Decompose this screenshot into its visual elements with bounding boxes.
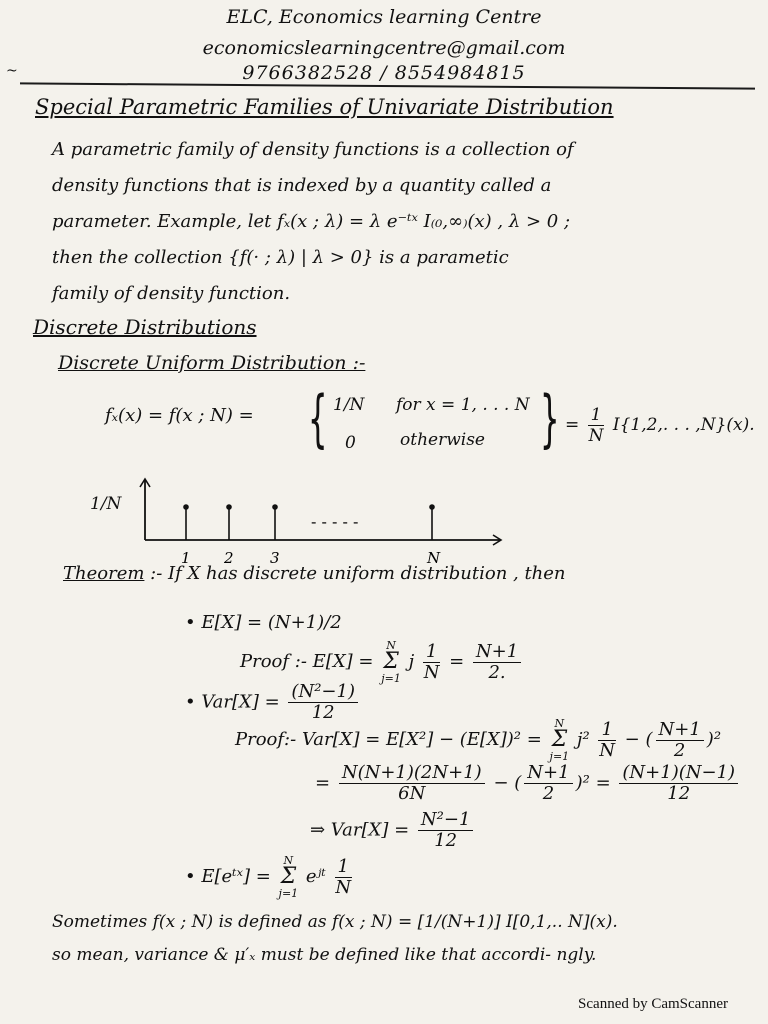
- equals: =: [315, 772, 331, 794]
- var-stmt-fraction: [288, 682, 358, 723]
- var-conclusion-lhs: ⇒ Var[X] =: [310, 819, 410, 841]
- pmf-lhs: fₓ(x) = f(x ; N) =: [105, 405, 254, 426]
- pmf-case2-condition: otherwise: [400, 430, 485, 450]
- note-line-2: so mean, variance & μ′ₓ must be defined like that accordi- ngly.: [52, 945, 597, 965]
- header-phone: 9766382528 / 8554984815: [242, 62, 526, 84]
- frac-den: 6N: [398, 783, 426, 804]
- frac-den: 12: [311, 702, 335, 723]
- subsection-heading: Discrete Uniform Distribution :-: [58, 352, 366, 374]
- var-proof-line1: Var[X] = E[X²] − (E[X])² =: [301, 729, 542, 750]
- mean-proof: [240, 640, 524, 684]
- frac-num: (N+1)(N−1): [619, 763, 738, 784]
- equals: =: [449, 651, 465, 672]
- sum-top: N: [386, 639, 396, 652]
- frac-den: N: [588, 426, 604, 446]
- frac-num: N²−1: [418, 810, 474, 831]
- sum-top: N: [554, 717, 565, 730]
- right-brace: }: [539, 382, 560, 455]
- mean-term: j: [408, 651, 415, 672]
- variance-line2: [315, 763, 741, 804]
- left-brace: {: [307, 382, 328, 455]
- frac-num: N+1: [656, 720, 704, 741]
- frac-den: 12: [667, 783, 691, 804]
- proof-label: Proof:-: [235, 729, 297, 750]
- mgf-term: eʲᵗ: [305, 866, 326, 887]
- mean-proof-lhs: E[X] =: [312, 651, 374, 672]
- minus: −: [624, 729, 640, 750]
- note-line-1: Sometimes f(x ; N) is defined as f(x ; N) = [1/(N+1)] I[0,1,.. N](x).: [52, 912, 618, 932]
- frac-num: (N²−1): [288, 682, 358, 703]
- open-paren: (: [645, 729, 653, 750]
- x-tick-3: 3: [270, 549, 280, 567]
- var-stmt-lhs: • Var[X] =: [185, 691, 280, 713]
- intro-line: density functions that is indexed by a quantity called a: [52, 175, 552, 196]
- stem-dot-3: [272, 504, 278, 510]
- page-title: Special Parametric Families of Univariate Distribution: [35, 95, 614, 119]
- margin-mark: ~: [6, 63, 18, 79]
- theorem-label: Theorem: [63, 563, 145, 584]
- var-line2-frac1: [339, 763, 485, 804]
- frac-1-over-N: [335, 857, 352, 898]
- header-email: economicslearningcentre@gmail.com: [202, 37, 566, 59]
- frac-den: N: [335, 876, 352, 898]
- mgf-statement: [185, 855, 355, 899]
- x-tick-N: N: [427, 549, 441, 567]
- intro-line: family of density function.: [52, 283, 291, 304]
- plot-y-label: 1/N: [90, 494, 122, 514]
- pmf-case1-condition: for x = 1, . . . N: [396, 395, 530, 415]
- frac-1-over-N: [598, 720, 615, 761]
- sum-bottom: j=1: [278, 887, 299, 900]
- stem-dot-N: [429, 504, 435, 510]
- sum-sign: N Σ j=1: [381, 639, 401, 685]
- sum-bottom: j=1: [381, 672, 401, 685]
- proof-label: Proof :-: [240, 651, 307, 672]
- pmf-case1-value: 1/N: [333, 395, 365, 415]
- frac-1-over-N: [423, 642, 440, 683]
- section-heading: Discrete Distributions: [33, 315, 257, 339]
- var-sq-fraction: [656, 720, 704, 761]
- pmf-rhs-indicator: I{1,2,. . . ,N}(x).: [612, 415, 755, 435]
- intro-line: then the collection {f(· ; λ) | λ > 0} is a parametic: [52, 247, 509, 268]
- plot-dashes: - - - - -: [311, 512, 359, 531]
- stem-dot-1: [183, 504, 189, 510]
- theorem-line: [63, 563, 566, 584]
- sum-bottom: j=1: [549, 750, 570, 763]
- var-line2-frac2: [524, 763, 572, 804]
- intro-line: A parametric family of density functions is a collection of: [52, 139, 574, 160]
- pmf-rhs: [565, 405, 755, 446]
- sum-sign: N Σ j=1: [278, 854, 299, 900]
- var-line2-result: [619, 763, 738, 804]
- equals: =: [595, 772, 611, 794]
- intro-line: parameter. Example, let fₓ(x ; λ) = λ e⁻ᵗˣ I₍₀,∞₎(x) , λ > 0 ;: [52, 211, 571, 232]
- mean-result: [473, 642, 521, 683]
- pmf-rhs-equals: =: [565, 415, 580, 435]
- frac-num: 1: [588, 405, 605, 426]
- sum-sign: N Σ j=1: [549, 717, 570, 763]
- intro-paragraph: [52, 132, 757, 312]
- minus: −: [493, 772, 509, 794]
- frac-den: N: [599, 739, 616, 761]
- pmf-case2-value: 0: [345, 433, 356, 453]
- stem-dot-2: [226, 504, 232, 510]
- frac-den: 12: [434, 830, 458, 851]
- frac-num: 1: [335, 857, 352, 878]
- frac-den: 2: [542, 783, 555, 804]
- var-conclusion-fraction: [418, 810, 474, 851]
- x-tick-1: 1: [181, 549, 191, 567]
- variance-statement: [185, 682, 361, 723]
- mean-statement: • E[X] = (N+1)/2: [185, 612, 342, 633]
- x-tick-2: 2: [224, 549, 234, 567]
- frac-num: N(N+1)(2N+1): [339, 763, 485, 784]
- sum-top: N: [283, 854, 294, 867]
- mgf-lhs: • E[eᵗˣ] =: [185, 866, 271, 887]
- scanner-footer: Scanned by CamScanner: [578, 996, 728, 1012]
- variance-conclusion: [310, 810, 476, 851]
- frac-num: N+1: [524, 763, 572, 784]
- variance-proof: [235, 718, 721, 762]
- frac-num: 1: [598, 720, 615, 741]
- frac-den: N: [423, 661, 440, 683]
- header-centre-name: ELC, Economics learning Centre: [226, 6, 542, 28]
- frac-den: 2.: [488, 661, 506, 683]
- var-term: j²: [576, 729, 590, 750]
- open-paren: (: [514, 772, 522, 794]
- pmf-rhs-fraction: [588, 405, 605, 446]
- pmf-stem-plot: [85, 475, 515, 575]
- frac-num: 1: [423, 642, 440, 663]
- theorem-text: :- If X has discrete uniform distribution , then: [150, 563, 566, 584]
- frac-den: 2: [673, 739, 686, 761]
- close-paren-sq: )²: [706, 729, 722, 750]
- close-paren-sq: )²: [575, 772, 590, 794]
- frac-num: N+1: [473, 642, 521, 663]
